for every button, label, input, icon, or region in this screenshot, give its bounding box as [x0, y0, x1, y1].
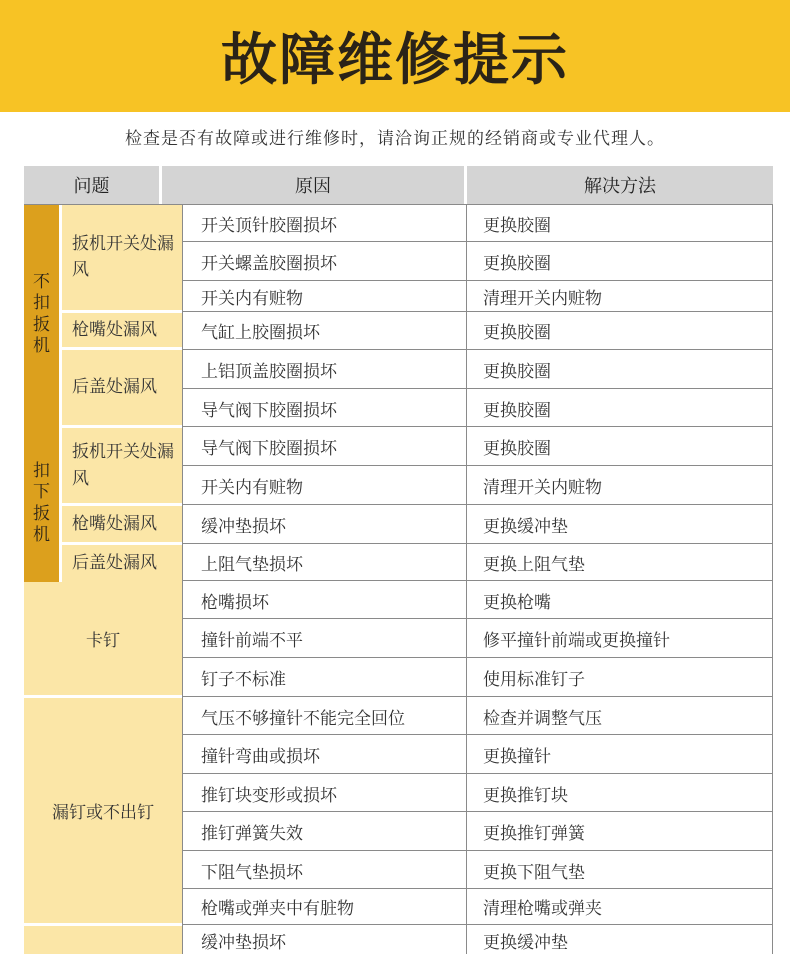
cause-cell: 推钉弹簧失效 — [183, 813, 466, 849]
row-divider — [182, 543, 773, 544]
group-label-char: 不 — [33, 272, 50, 292]
problem-cell-partial — [24, 926, 182, 954]
cause-cell: 开关内有赃物 — [183, 282, 466, 310]
row-divider — [182, 811, 773, 812]
grid-line — [772, 204, 773, 954]
solution-cell: 更换上阻气垫 — [467, 545, 772, 579]
problem-cell: 卡钉 — [24, 582, 182, 695]
cause-cell: 开关内有赃物 — [183, 467, 466, 503]
solution-cell: 使用标准钉子 — [467, 659, 772, 695]
group-label-char: 扣 — [33, 461, 50, 481]
header-cause: 原因 — [162, 166, 464, 204]
solution-cell: 更换下阻气垫 — [467, 852, 772, 888]
cause-cell: 下阻气垫损坏 — [183, 852, 466, 888]
solution-cell: 更换缓冲垫 — [467, 506, 772, 542]
row-divider — [182, 349, 773, 350]
group-label-char: 下 — [33, 482, 50, 503]
solution-cell: 更换撞针 — [467, 736, 772, 772]
solution-cell: 更换胶圈 — [467, 243, 772, 279]
solution-cell: 更换胶圈 — [467, 351, 772, 387]
header-problem: 问题 — [24, 166, 159, 204]
row-divider — [182, 888, 773, 889]
cause-cell: 撞针前端不平 — [183, 620, 466, 656]
solution-cell: 清理开关内赃物 — [467, 282, 772, 310]
cause-cell: 枪嘴损坏 — [183, 582, 466, 618]
group-label-trigger-pulled — [24, 425, 59, 582]
solution-cell: 更换推钉块 — [467, 775, 772, 811]
row-divider — [182, 241, 773, 242]
cause-cell: 缓冲垫损坏 — [183, 926, 466, 954]
row-divider — [182, 311, 773, 312]
row-divider — [182, 696, 773, 697]
cause-cell: 缓冲垫损坏 — [183, 506, 466, 542]
solution-cell: 清理开关内赃物 — [467, 467, 772, 503]
cause-cell: 气压不够撞针不能完全回位 — [183, 698, 466, 734]
solution-cell: 更换枪嘴 — [467, 582, 772, 618]
solution-cell: 更换胶圈 — [467, 205, 772, 241]
solution-cell: 更换胶圈 — [467, 428, 772, 464]
problem-cell: 枪嘴处漏风 — [62, 313, 182, 347]
solution-cell: 更换推钉弹簧 — [467, 813, 772, 849]
solution-cell: 修平撞针前端或更换撞针 — [467, 620, 772, 656]
problem-cell: 漏钉或不出钉 — [24, 698, 182, 923]
cause-cell: 导气阀下胶圈损坏 — [183, 428, 466, 464]
row-divider — [182, 657, 773, 658]
cause-cell: 上阻气垫损坏 — [183, 545, 466, 579]
header-solution: 解决方法 — [467, 166, 773, 204]
row-divider — [182, 465, 773, 466]
row-divider — [182, 580, 773, 581]
group-label-char: 机 — [33, 335, 50, 356]
row-divider — [182, 734, 773, 735]
cause-cell: 开关顶针胶圈损坏 — [183, 205, 466, 241]
cause-cell: 导气阀下胶圈损坏 — [183, 390, 466, 426]
problem-cell: 扳机开关处漏风 — [62, 428, 182, 503]
group-label-char: 扳 — [33, 503, 50, 524]
cause-cell: 钉子不标准 — [183, 659, 466, 695]
solution-cell: 更换胶圈 — [467, 390, 772, 426]
grid-line — [24, 204, 773, 205]
row-divider — [182, 388, 773, 389]
repair-notice: 检查是否有故障或进行维修时，请洽询正规的经销商或专业代理人。 — [125, 129, 665, 149]
row-divider — [182, 924, 773, 925]
cause-cell: 气缸上胶圈损坏 — [183, 313, 466, 347]
row-divider — [182, 280, 773, 281]
solution-cell: 检查并调整气压 — [467, 698, 772, 734]
page-title: 故障维修提示 — [221, 28, 569, 93]
grid-line — [466, 204, 467, 954]
row-divider — [182, 504, 773, 505]
solution-cell: 清理枪嘴或弹夹 — [467, 890, 772, 923]
cause-cell: 上铝顶盖胶圈损坏 — [183, 351, 466, 387]
grid-line — [182, 204, 183, 954]
problem-cell: 枪嘴处漏风 — [62, 506, 182, 542]
row-divider — [182, 773, 773, 774]
problem-cell: 后盖处漏风 — [62, 545, 182, 582]
problem-cell: 扳机开关处漏风 — [62, 204, 182, 310]
solution-cell: 更换缓冲垫 — [467, 926, 772, 954]
group-label-char: 机 — [33, 524, 50, 545]
problem-cell: 后盖处漏风 — [62, 350, 182, 425]
cause-cell: 开关螺盖胶圈损坏 — [183, 243, 466, 279]
solution-cell: 更换胶圈 — [467, 313, 772, 347]
group-label-no-trigger — [24, 204, 59, 425]
cause-cell: 枪嘴或弹夹中有脏物 — [183, 890, 466, 923]
group-label-char: 扳 — [33, 314, 50, 335]
cause-cell: 推钉块变形或损坏 — [183, 775, 466, 811]
row-divider — [182, 850, 773, 851]
cause-cell: 撞针弯曲或损坏 — [183, 736, 466, 772]
row-divider — [182, 426, 773, 427]
group-label-char: 扣 — [33, 293, 50, 314]
row-divider — [182, 618, 773, 619]
title-banner — [0, 0, 790, 112]
